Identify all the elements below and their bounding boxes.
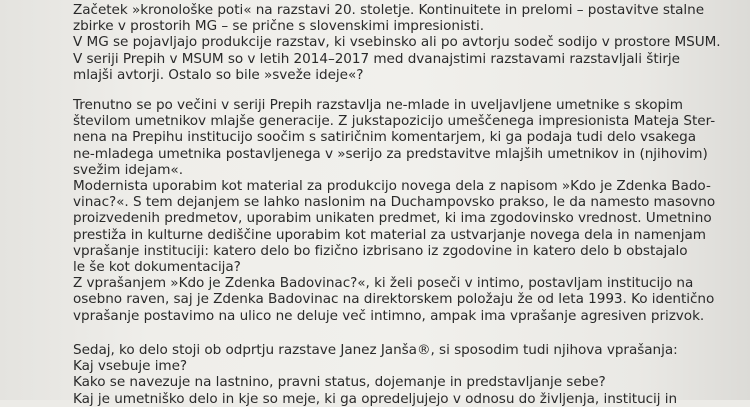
text-line: Sedaj, ko delo stoji ob odprtju razstave Janez Janša®, si sposodim tudi njihova vprašanja:: [73, 342, 678, 358]
text-line: V MG se pojavljajo produkcije razstav, ki vsebinsko ali po avtorju sodeč sodijo v prostore MSUM.: [73, 34, 721, 51]
text-line: le še kot dokumentacija?: [73, 259, 241, 276]
text-line: proizvedenih predmetov, uporabim unikaten predmet, ki ima zgodovinsko vrednost. Umetnino: [73, 210, 712, 227]
text-line: vprašanje postavimo na ulico ne deluje več intimno, ampak ima vprašanje agresiven prizvok.: [73, 307, 705, 324]
text-line: nena na Prepihu institucijo soočim s satiričnim komentarjem, ki ga podaja tudi delo vsakega: [73, 129, 696, 146]
text-line: svežim idejam«.: [73, 161, 183, 178]
text-line: Kako se navezuje na lastnino, pravni status, dojemanje in predstavljanje sebe?: [73, 374, 606, 391]
text-line: Modernista uporabim kot material za produkcijo novega dela z napisom »Kdo je Zdenka Bado-: [73, 178, 711, 195]
text-line: mlajši avtorji. Ostalo so bile »sveže ideje«?: [73, 66, 364, 83]
text-line: Z vprašanjem »Kdo je Zdenka Badovinac?«, ki želi poseči v intimo, postavljam institucijo na: [73, 275, 694, 292]
text-line: zbirke v prostorih MG – se prične s slovenskimi impresionisti.: [73, 18, 485, 35]
paragraph-2: [73, 97, 715, 324]
paragraph-1: [73, 2, 721, 83]
text-line: prestiža in kulturne dediščine uporabim kot material za ustvarjanje novega dela in namenjam: [73, 226, 706, 243]
text-line: osebno raven, saj je Zdenka Badovinac na direktorskem položaju že od leta 1993. Ko identično: [73, 291, 715, 308]
text-line: ne-mladega umetnika postavljenega v »serijo za predstavitve mlajših umetnikov in (njihovim): [73, 145, 708, 162]
text-line: Kaj je umetniško delo in kje so meje, ki ga opredeljujejo v odnosu do življenja, institucij in: [73, 390, 678, 407]
text-line: vinac?«. S tem dejanjem se lahko naslonim na Duchampovsko prakso, le da namesto masovno: [73, 194, 716, 211]
text-line: Kaj vsebuje ime?: [73, 358, 188, 375]
text-line: Začetek »kronološke poti« na razstavi 20. stoletje. Kontinuitete in prelomi – postavitve stalne: [73, 2, 705, 18]
text-line: številom umetnikov mlajše generacije. Z jukstapozicijo umeščenega impresionista Mateja Ster-: [73, 113, 716, 130]
text-line: V seriji Prepih v MSUM so v letih 2014–2017 med dvanajstimi razstavami razstavljali štirje: [73, 50, 680, 67]
text-line: Trenutno se po večini v seriji Prepih razstavlja ne-mlade in uveljavljene umetnike s skopim: [73, 97, 683, 113]
paragraph-3: [73, 342, 678, 407]
text-line: vprašanje instituciji: katero delo bo fizično izbrisano iz zgodovine in katero delo b obstajalo: [73, 242, 688, 259]
